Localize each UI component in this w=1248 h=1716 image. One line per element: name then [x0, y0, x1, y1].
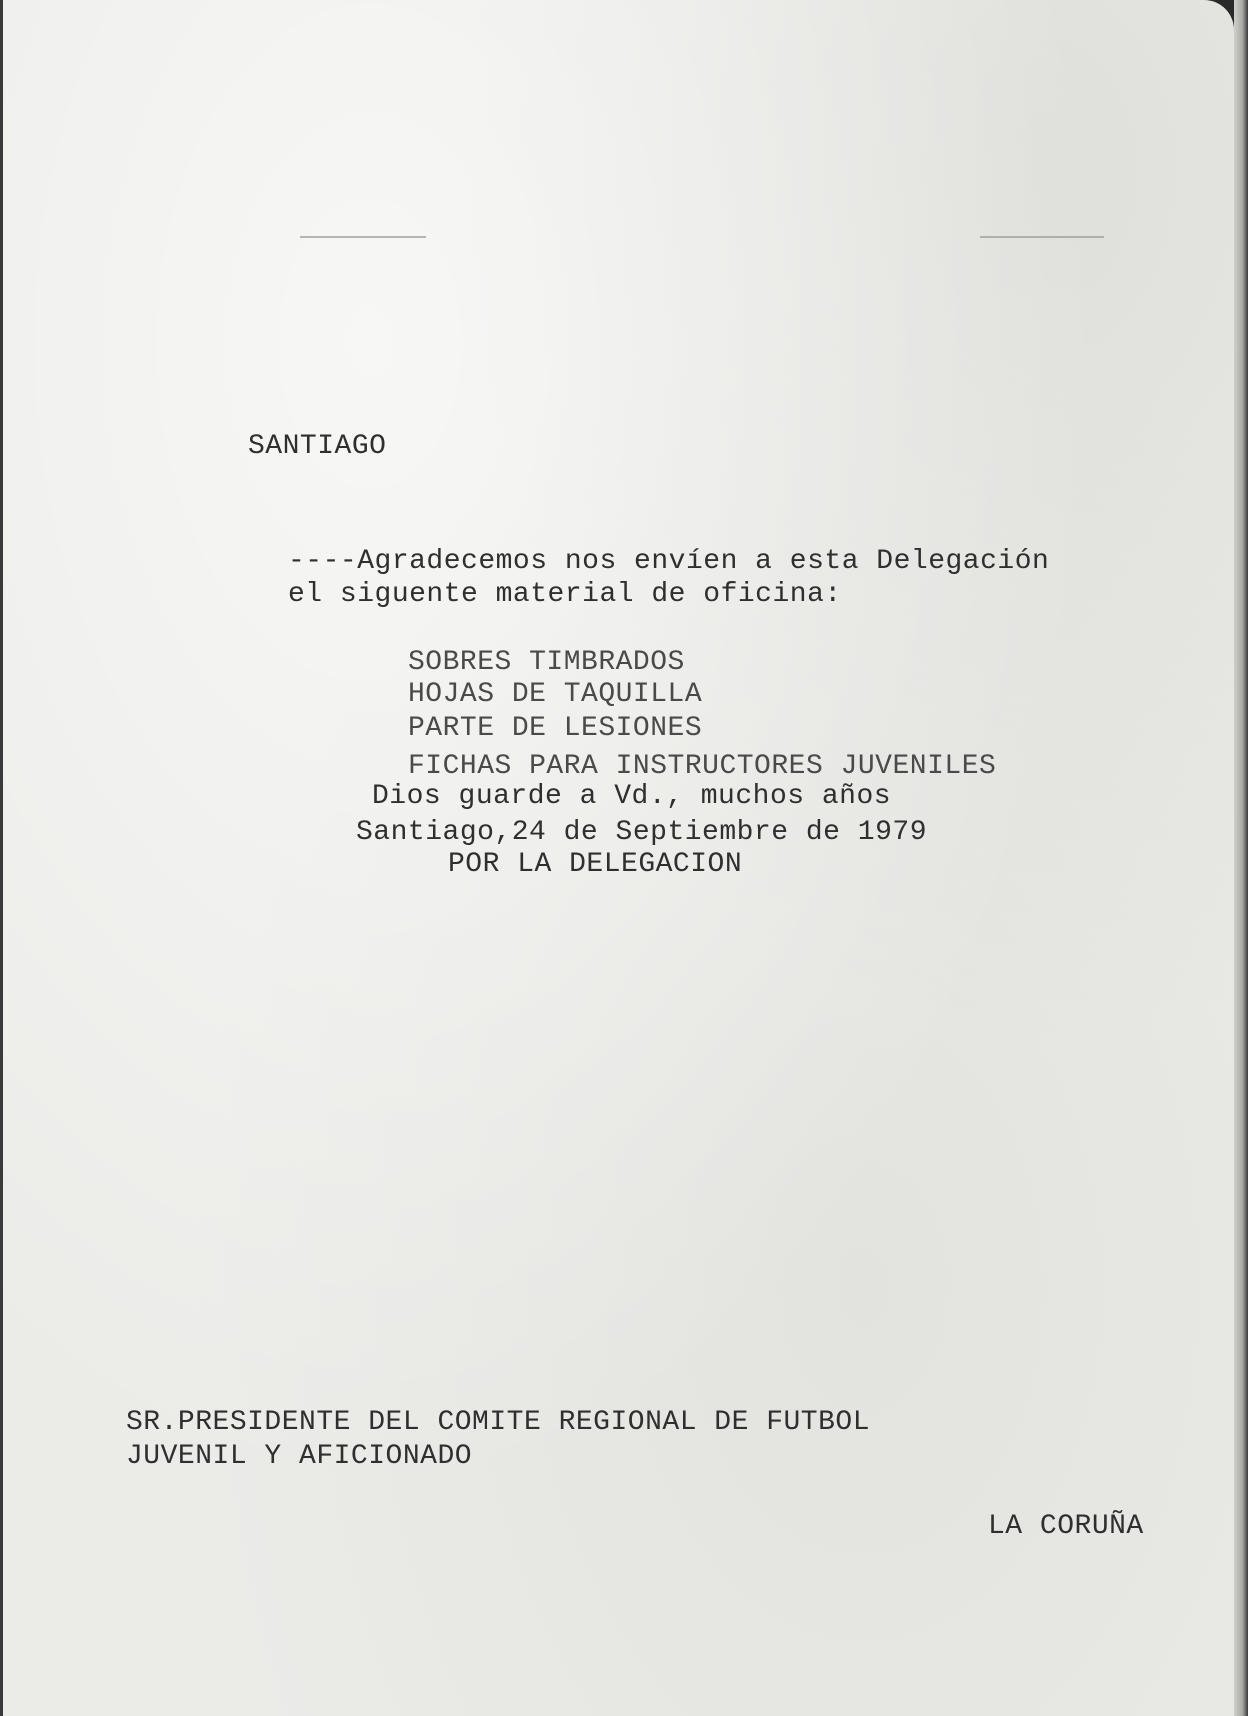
recipient-line-2: JUVENIL Y AFICIONADO — [126, 1441, 473, 1472]
scan-left-edge — [0, 0, 3, 1716]
recipient-city: LA CORUÑA — [988, 1511, 1144, 1542]
closing-line: Dios guarde a Vd., muchos años — [372, 781, 892, 812]
top-right-mark — [980, 236, 1104, 238]
item-parte-de-lesiones: PARTE DE LESIONES — [408, 713, 703, 744]
date-line: Santiago,24 de Septiembre de 1979 — [356, 817, 927, 848]
body-line-1: ----Agradecemos nos envíen a esta Delegación — [288, 546, 1050, 577]
body-line-2: el siguente material de oficina: — [288, 579, 842, 610]
item-hojas-de-taquilla: HOJAS DE TAQUILLA — [408, 679, 703, 710]
item-fichas-instructores: FICHAS PARA INSTRUCTORES JUVENILES — [408, 751, 997, 782]
scan-right-edge — [1234, 0, 1248, 1716]
signature-line: POR LA DELEGACION — [448, 849, 743, 880]
city-header: SANTIAGO — [248, 431, 387, 462]
item-sobres-timbrados: SOBRES TIMBRADOS — [408, 647, 685, 678]
top-left-mark — [300, 236, 426, 238]
recipient-line-1: SR.PRESIDENTE DEL COMITE REGIONAL DE FUTBOL — [126, 1407, 871, 1438]
